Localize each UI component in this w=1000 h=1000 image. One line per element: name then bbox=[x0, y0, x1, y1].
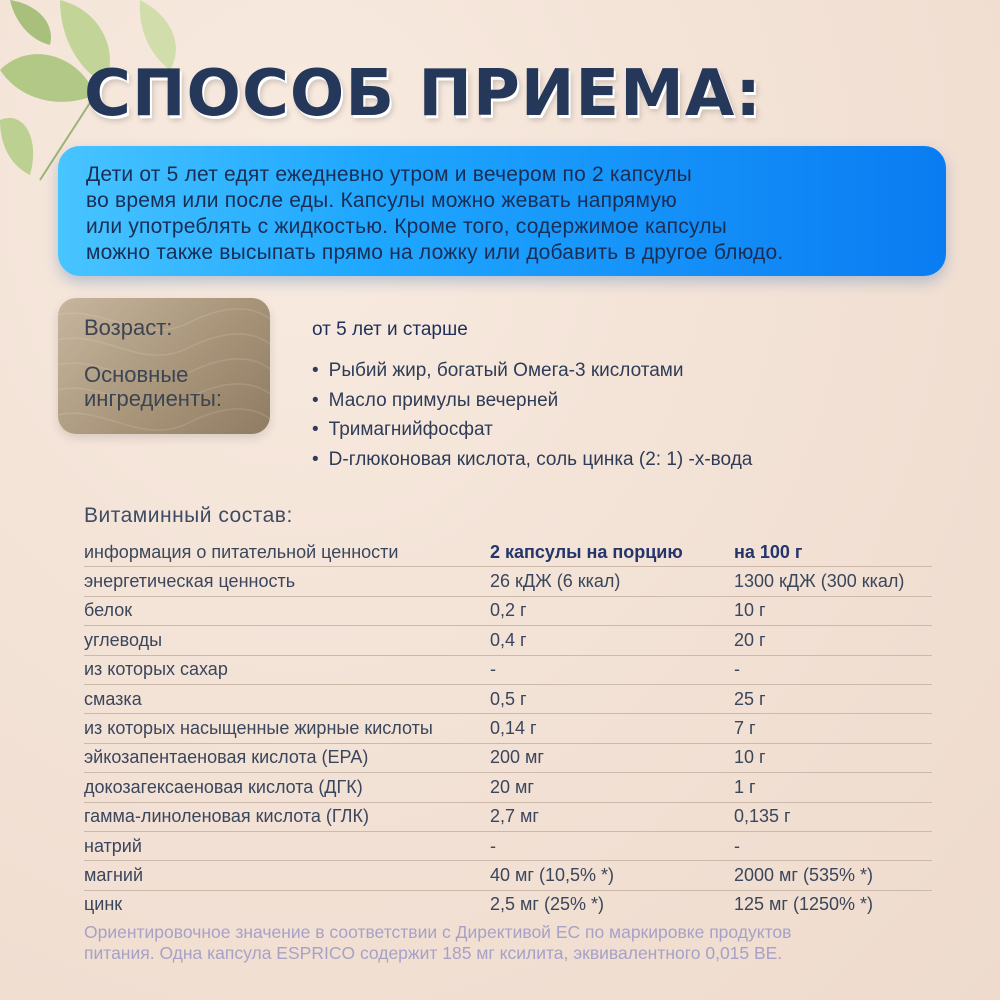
cell-per-100g: 125 мг (1250% *) bbox=[734, 894, 874, 915]
instructions-line: можно также высыпать прямо на ложку или добавить в другое блюдо. bbox=[86, 241, 784, 264]
cell-per-100g: 1300 кДЖ (300 ккал) bbox=[734, 567, 932, 596]
table-row bbox=[84, 626, 932, 655]
header-nutrient: информация о питательной ценности bbox=[84, 538, 490, 567]
header-per-serving: 2 капсулы на порцию bbox=[490, 538, 734, 567]
table-row bbox=[84, 714, 932, 743]
footnote bbox=[84, 922, 944, 964]
cell-per-serving: 0,14 г bbox=[490, 714, 734, 743]
cell-per-serving: 200 мг bbox=[490, 743, 734, 772]
table-row bbox=[84, 802, 932, 831]
cell-nutrient: из которых сахар bbox=[84, 655, 490, 684]
instructions-line: или употреблять с жидкостью. Кроме того, содержимое капсулы bbox=[86, 215, 727, 238]
table-row bbox=[84, 773, 932, 802]
vitamin-heading: Витаминный состав: bbox=[84, 504, 293, 527]
cell-per-serving: 0,2 г bbox=[490, 596, 734, 625]
cell-nutrient: натрий bbox=[84, 831, 490, 860]
cell-per-100g: 10 г bbox=[734, 596, 932, 625]
table-row bbox=[84, 655, 932, 684]
cell-nutrient: цинк bbox=[84, 894, 123, 915]
age-label: Возраст: bbox=[84, 315, 173, 340]
cell-per-100g: - bbox=[734, 831, 932, 860]
table-header-row bbox=[84, 538, 932, 567]
table-row bbox=[84, 596, 932, 625]
cell-per-serving: - bbox=[490, 831, 734, 860]
cell-nutrient: энергетическая ценность bbox=[84, 567, 490, 596]
cell-per-serving: 0,5 г bbox=[490, 684, 734, 713]
ingredients-label-line2: ингредиенты: bbox=[84, 386, 222, 411]
footnote-line1: Ориентировочное значение в соответствии с Директивой ЕС по маркировке продуктов bbox=[84, 922, 792, 942]
cell-nutrient: углеводы bbox=[84, 626, 490, 655]
table-row bbox=[84, 684, 932, 713]
ingredient-item: • Рыбий жир, богатый Омега-3 кислотами bbox=[312, 356, 752, 386]
cell-nutrient: из которых насыщенные жирные кислоты bbox=[84, 714, 490, 743]
cell-per-serving: 20 мг bbox=[490, 773, 734, 802]
table-row bbox=[84, 567, 932, 596]
cell-per-100g: 1 г bbox=[734, 773, 932, 802]
cell-per-serving: - bbox=[490, 655, 734, 684]
cell-per-100g: - bbox=[734, 655, 932, 684]
cell-nutrient: эйкозапентаеновая кислота (ЕРА) bbox=[84, 743, 490, 772]
cell-per-100g: 0,135 г bbox=[734, 802, 932, 831]
nutrition-table bbox=[84, 538, 932, 919]
ingredients-label-line1: Основные bbox=[84, 362, 189, 387]
cell-per-serving: 26 кДЖ (6 ккал) bbox=[490, 567, 734, 596]
cell-per-serving: 40 мг (10,5% *) bbox=[490, 861, 734, 890]
header-per-100g: на 100 г bbox=[734, 538, 932, 567]
footnote-line2: питания. Одна капсула ESPRICO содержит 185 мг ксилита, эквивалентного 0,015 ВЕ. bbox=[84, 943, 783, 963]
cell-per-100g: 2000 мг (535% *) bbox=[734, 861, 932, 890]
ingredients-list bbox=[312, 356, 752, 474]
info-labels-box bbox=[58, 298, 270, 434]
age-value: от 5 лет и старше bbox=[312, 319, 468, 340]
cell-per-serving: 2,7 мг bbox=[490, 802, 734, 831]
cell-nutrient: магний bbox=[84, 861, 490, 890]
cell-per-100g: 7 г bbox=[734, 714, 932, 743]
cell-nutrient: смазка bbox=[84, 684, 490, 713]
ingredient-item: • D-глюконовая кислота, соль цинка (2: 1) -х-вода bbox=[312, 445, 752, 475]
instructions-line: во время или после еды. Капсулы можно жевать напрямую bbox=[86, 189, 677, 212]
cell-nutrient: докозагексаеновая кислота (ДГК) bbox=[84, 773, 490, 802]
table-row bbox=[84, 831, 932, 860]
instructions-line: Дети от 5 лет едят ежедневно утром и вечером по 2 капсулы bbox=[86, 163, 692, 186]
cell-nutrient: белок bbox=[84, 596, 490, 625]
table-row bbox=[84, 861, 932, 890]
cell-per-serving: 2,5 мг (25% *) bbox=[490, 894, 604, 915]
table-row bbox=[84, 743, 932, 772]
table-row bbox=[84, 890, 932, 919]
instructions-box bbox=[58, 146, 946, 276]
cell-nutrient: гамма-линоленовая кислота (ГЛК) bbox=[84, 802, 490, 831]
cell-per-100g: 20 г bbox=[734, 626, 932, 655]
cell-per-100g: 25 г bbox=[734, 684, 932, 713]
page-title: СПОСОБ ПРИЕМА: bbox=[84, 57, 762, 131]
ingredient-item: • Масло примулы вечерней bbox=[312, 386, 752, 416]
ingredient-item: • Тримагнийфосфат bbox=[312, 415, 752, 445]
cell-per-serving: 0,4 г bbox=[490, 626, 734, 655]
cell-per-100g: 10 г bbox=[734, 743, 932, 772]
